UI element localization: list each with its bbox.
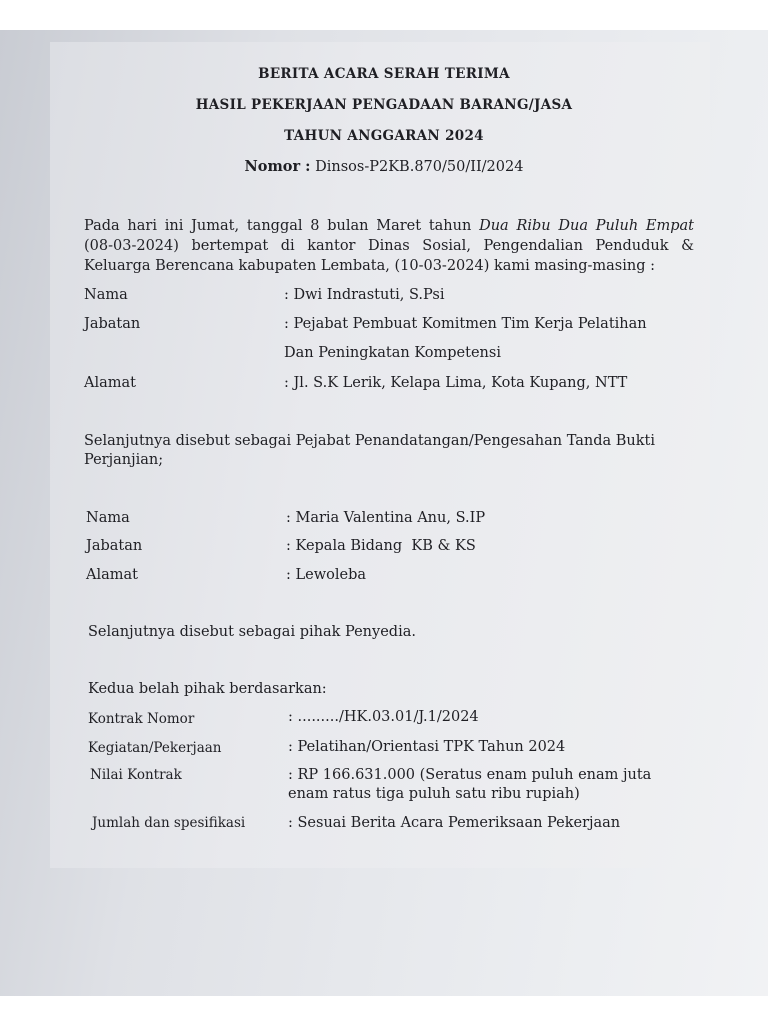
party2-alamat-value: : Lewoleba — [286, 567, 366, 583]
doc-number-label: Nomor : — [244, 158, 311, 175]
party2-jabatan-label: Jabatan — [86, 538, 143, 554]
intro-line3: Keluarga Berencana kabupaten Lembata, (10-03-2024) kami masing-masing : — [84, 258, 656, 274]
party1-jabatan-value-cont: Dan Peningkatan Kompetensi — [284, 345, 501, 361]
intro-line2: (08-03-2024) bertempat di kantor Dinas Sosial, Pengendalian Penduduk & — [84, 238, 694, 254]
party2-jabatan-value: : Kepala Bidang KB & KS — [286, 538, 476, 554]
party2-alamat-label: Alamat — [86, 567, 138, 583]
intro-paragraph — [84, 216, 694, 276]
jumlah-label: Jumlah dan spesifikasi — [92, 815, 246, 831]
kegiatan-label: Kegiatan/Pekerjaan — [88, 740, 222, 756]
party1-nama-value: : Dwi Indrastuti, S.Psi — [284, 287, 445, 303]
doc-number — [0, 158, 768, 175]
nilai-label: Nilai Kontrak — [90, 767, 182, 783]
kegiatan-value: : Pelatihan/Orientasi TPK Tahun 2024 — [288, 739, 566, 755]
party1-nama-label: Nama — [84, 287, 128, 303]
jumlah-value: : Sesuai Berita Acara Pemeriksaan Pekerjaan — [288, 815, 621, 831]
doc-number-value: Dinsos-P2KB.870/50/II/2024 — [310, 159, 524, 175]
party1-alamat-label: Alamat — [84, 375, 136, 391]
basis-heading: Kedua belah pihak berdasarkan: — [88, 681, 327, 697]
party2-nama-value: : Maria Valentina Anu, S.IP — [286, 510, 486, 526]
party2-desc: Selanjutnya disebut sebagai pihak Penyedia. — [88, 624, 416, 640]
doc-title-line1: BERITA ACARA SERAH TERIMA — [258, 66, 510, 82]
intro-line1-italic: Dua Ribu Dua Puluh Empat — [479, 218, 695, 234]
nilai-value: : RP 166.631.000 (Seratus enam puluh enam juta — [288, 767, 652, 783]
party1-jabatan-label: Jabatan — [84, 316, 141, 332]
party2-nama-label: Nama — [86, 510, 130, 526]
intro-line1-text: Pada hari ini Jumat, tanggal 8 bulan Maret tahun — [84, 218, 480, 234]
kontrak-label: Kontrak Nomor — [88, 711, 195, 727]
party1-alamat-value: : Jl. S.K Lerik, Kelapa Lima, Kota Kupang, NTT — [284, 375, 628, 391]
kontrak-value: : ........./HK.03.01/J.1/2024 — [288, 709, 479, 725]
nilai-value-cont: enam ratus tiga puluh satu ribu rupiah) — [288, 786, 580, 802]
doc-title-line3: TAHUN ANGGARAN 2024 — [284, 128, 484, 144]
party1-desc-line1: Selanjutnya disebut sebagai Pejabat Penandatangan/Pengesahan Tanda Bukti — [84, 433, 656, 449]
intro-line1 — [84, 216, 694, 236]
doc-title-line2: HASIL PEKERJAAN PENGADAAN BARANG/JASA — [195, 97, 573, 113]
party1-jabatan-value: : Pejabat Pembuat Komitmen Tim Kerja Pelatihan — [284, 316, 647, 332]
party1-desc-line2: Perjanjian; — [84, 452, 164, 468]
